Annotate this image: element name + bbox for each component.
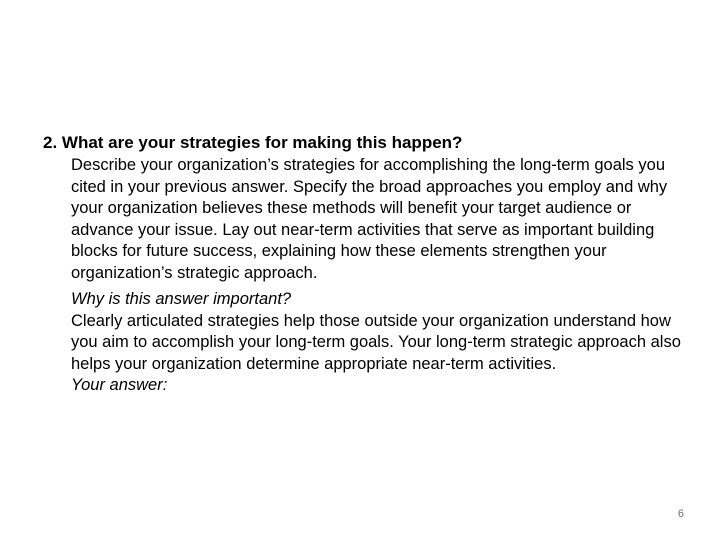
question-block bbox=[43, 131, 683, 397]
why-important-text: Clearly articulated strategies help those outside your organization understand how you aim to accomplish your long-term goals. Your long-term strategic approach also helps your organization determine appropriate near-term activities. bbox=[71, 311, 681, 373]
question-body bbox=[71, 155, 683, 397]
question-heading: 2. What are your strategies for making this happen? bbox=[43, 133, 463, 152]
answer-label: Your answer: bbox=[71, 376, 168, 394]
why-important-label: Why is this answer important? bbox=[71, 290, 292, 308]
question-description: Describe your organization’s strategies for accomplishing the long-term goals you cited in your previous answer. Specify the broad approaches you employ and why your organization believes these methods will benefit your target audience or advance your issue. Lay out near-term activities that serve as important building blocks for future success, explaining how these elements strengthen your organization’s strategic approach. bbox=[71, 156, 668, 282]
page-number: 6 bbox=[677, 508, 684, 520]
